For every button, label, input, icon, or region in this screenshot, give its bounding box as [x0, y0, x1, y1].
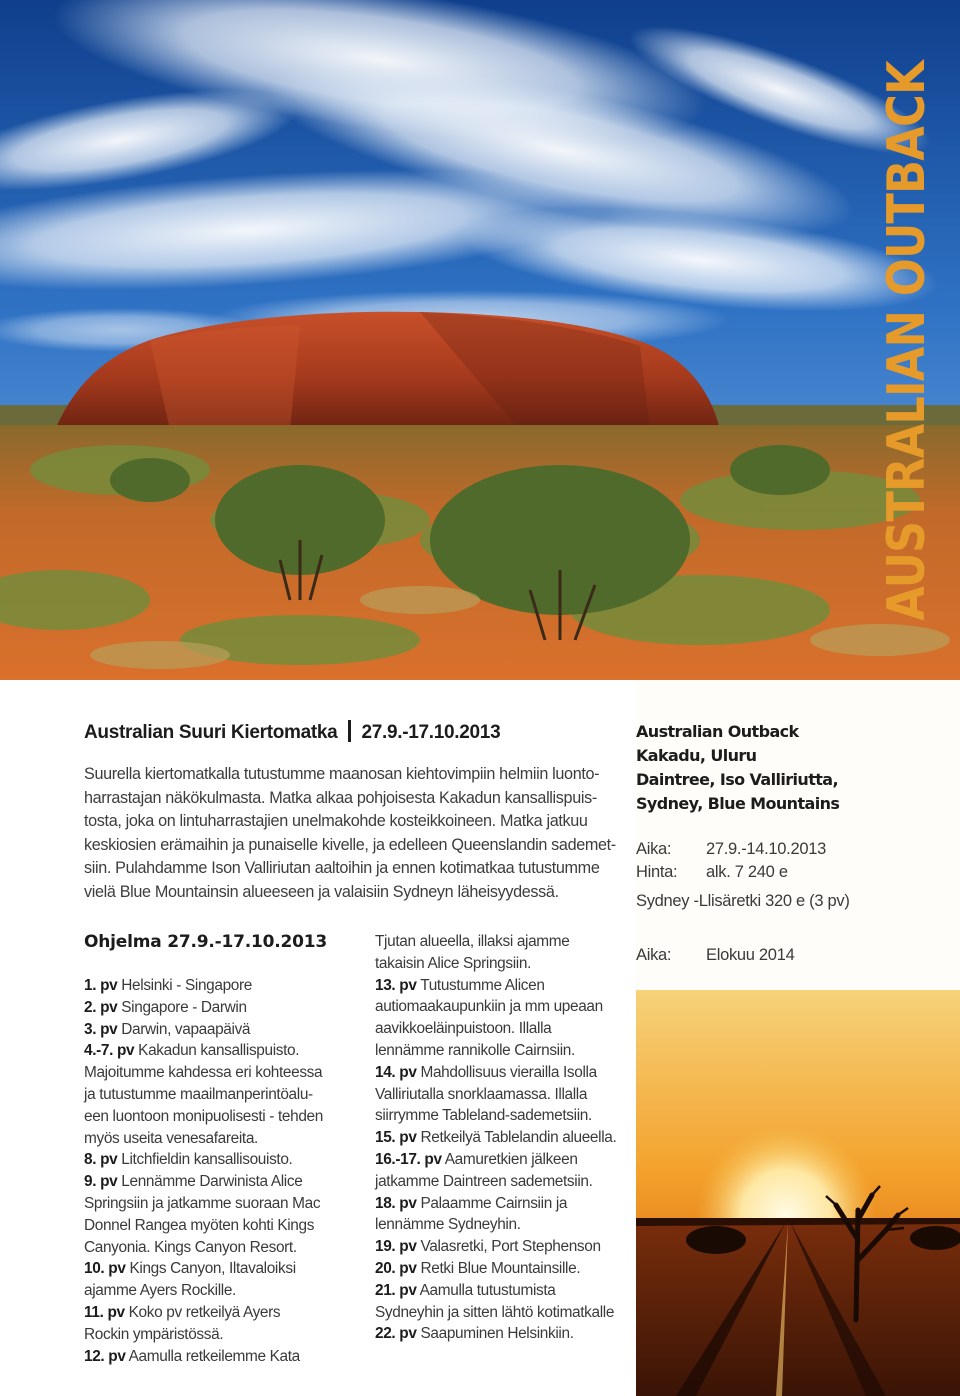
- info-title-line: Sydney, Blue Mountains: [636, 794, 840, 813]
- program-text: Mahdollisuus vierailla Isolla: [416, 1063, 597, 1081]
- program-text-line: [84, 1106, 359, 1128]
- program-text: Darwin, vapaapäivä: [117, 1020, 251, 1038]
- day-number: 15.: [375, 1129, 396, 1147]
- day-number: 2.: [84, 998, 97, 1016]
- price-label: Hinta:: [636, 863, 678, 881]
- program-text: Lennämme Darwinista Alice: [117, 1173, 303, 1191]
- program-text: autiomaakaupunkiin ja mm upeaan: [375, 998, 603, 1016]
- program-text: Retkeilyä Tablelandin alueella.: [416, 1129, 617, 1147]
- program-text: Canyonia. Kings Canyon Resort.: [84, 1238, 297, 1256]
- info-extra-tour: Sydney -Llisäretki 320 e (3 pv): [636, 892, 850, 910]
- program-text-line: [84, 1237, 359, 1259]
- program-day-item: [84, 1346, 359, 1368]
- program-text: Tutustumme Alicen: [416, 976, 545, 994]
- intro-line: vielä Blue Mountainsin alueeseen ja valaisiin Sydneyn läheisyydessä.: [84, 882, 559, 901]
- info-title-line: Daintree, Iso Valliriutta,: [636, 770, 838, 789]
- program-day-item: [84, 975, 359, 997]
- program-day-item: [375, 1193, 633, 1215]
- day-abbrev: pv: [399, 976, 417, 994]
- dates-value: 27.9.-14.10.2013: [706, 840, 826, 858]
- day-abbrev: pv: [399, 1238, 417, 1256]
- info-dates-row: [636, 840, 826, 859]
- program-text: siirrymme Tableland-sademetsiin.: [375, 1107, 592, 1125]
- program-text: Saapuminen Helsinkiin.: [416, 1325, 574, 1343]
- uluru-photo: [0, 0, 960, 680]
- program-text: myös useita venesafareita.: [84, 1129, 258, 1147]
- day-number: 20.: [375, 1259, 396, 1277]
- program-day-item: [375, 1236, 633, 1258]
- day-number: 11.: [84, 1303, 104, 1321]
- program-text: Rockin ympäristössä.: [84, 1325, 224, 1343]
- day-abbrev: pv: [108, 1347, 126, 1365]
- dates-label: Aika:: [636, 840, 672, 858]
- program-heading: Ohjelma 27.9.-17.10.2013: [84, 932, 328, 952]
- program-text-line: [84, 1084, 359, 1106]
- day-number: 14.: [375, 1063, 396, 1081]
- day-abbrev: pv: [107, 1303, 125, 1321]
- day-abbrev: pv: [100, 1020, 118, 1038]
- day-abbrev: pv: [399, 1259, 417, 1277]
- program-text: lennämme rannikolle Cairnsiin.: [375, 1041, 575, 1059]
- day-number: 12.: [84, 1347, 105, 1365]
- day-abbrev: pv: [399, 1325, 417, 1343]
- program-day-item: [84, 997, 359, 1019]
- intro-line: harrastajan näkökulmasta. Matka alkaa pohjoisesta Kakadun kansallispuis-: [84, 788, 597, 807]
- program-day-item: [375, 975, 633, 997]
- program-day-item: [84, 1171, 359, 1193]
- program-text-line: [375, 1018, 633, 1040]
- program-day-item: [375, 1062, 633, 1084]
- program-text: Singapore - Darwin: [117, 998, 247, 1016]
- day-number: 3.: [84, 1020, 97, 1038]
- day-number: 16.-17.: [375, 1150, 421, 1168]
- program-day-item: [84, 1258, 359, 1280]
- day-abbrev: pv: [100, 977, 118, 994]
- day-number: 4.-7.: [84, 1042, 114, 1060]
- program-text: Retki Blue Mountainsille.: [416, 1259, 581, 1277]
- day-number: 22.: [375, 1325, 396, 1343]
- intro-paragraph: [84, 763, 629, 905]
- program-day-item: [84, 1302, 359, 1324]
- program-text: Sydneyhin ja sitten lähtö kotimatkalle: [375, 1303, 615, 1321]
- program-day-item: [375, 1149, 633, 1171]
- program-day-item: [375, 1323, 633, 1345]
- program-text: Litchfieldin kansallisouisto.: [117, 1151, 293, 1169]
- program-text-line: [375, 1171, 633, 1193]
- day-number: 10.: [84, 1260, 105, 1278]
- price-value: alk. 7 240 e: [706, 863, 788, 881]
- program-text: Valliriutalla snorklaamassa. Illalla: [375, 1085, 588, 1103]
- program-text: jatkamme Daintreen sademetsiin.: [375, 1172, 593, 1190]
- program-text: Aamulla tutustumista: [416, 1281, 556, 1299]
- vertical-title-text: AUSTRALIAN OUTBACK: [877, 61, 937, 621]
- program-text-line: [84, 1215, 359, 1237]
- day-abbrev: pv: [399, 1129, 417, 1147]
- program-day-item: [375, 1127, 633, 1149]
- program-text-line: [84, 1128, 359, 1150]
- program-text: aavikkoeläinpuistoon. Illalla: [375, 1020, 552, 1038]
- intro-line: Suurella kiertomatkalla tutustumme maanosan kiehtovimpiin helmiin luonto-: [84, 765, 600, 783]
- tour-heading: [84, 720, 500, 744]
- day-abbrev: pv: [116, 1042, 135, 1060]
- info-title: [636, 720, 956, 816]
- day-number: 13.: [375, 976, 396, 994]
- day-number: 18.: [375, 1194, 396, 1212]
- program-text-line: [84, 1193, 359, 1215]
- day-abbrev: pv: [108, 1260, 126, 1278]
- program-text: Valasretki, Port Stephenson: [416, 1238, 601, 1256]
- program-text-line: [375, 996, 633, 1018]
- info-price-row: [636, 863, 788, 882]
- program-text: een luontoon monipuolisesti - tehden: [84, 1107, 323, 1125]
- program-text: Palaamme Cairnsiin ja: [416, 1194, 568, 1212]
- program-text-line: [84, 1062, 359, 1084]
- program-text-line: [375, 931, 633, 953]
- program-day-item: [84, 1019, 359, 1041]
- program-day-item: [84, 1040, 359, 1062]
- intro-line: tosta, joka on lintuharrastajien unelmakohde kosteikkoineen. Matka jatkuu: [84, 812, 588, 831]
- program-text-line: [375, 1040, 633, 1062]
- program-text-line: [375, 1214, 633, 1236]
- program-text: Helsinki - Singapore: [117, 977, 252, 994]
- day-number: 21.: [375, 1281, 396, 1299]
- program-text-line: [375, 1084, 633, 1106]
- program-text-line: [375, 1302, 633, 1324]
- info-title-line: Australian Outback: [636, 722, 799, 741]
- program-text: Aamuretkien jälkeen: [441, 1150, 578, 1168]
- sunset-photo: [636, 990, 960, 1396]
- info-next-date-row: [636, 946, 794, 965]
- day-number: 1.: [84, 977, 97, 994]
- program-day-item: [375, 1258, 633, 1280]
- program-text-line: [84, 1324, 359, 1346]
- day-abbrev: pv: [399, 1063, 417, 1081]
- day-abbrev: pv: [399, 1281, 417, 1299]
- program-text: ajamme Ayers Rockille.: [84, 1282, 236, 1300]
- program-day-item: [375, 1280, 633, 1302]
- day-abbrev: pv: [100, 998, 118, 1016]
- day-abbrev: pv: [424, 1150, 442, 1168]
- next-date-label: Aika:: [636, 946, 672, 964]
- day-abbrev: pv: [100, 1151, 118, 1169]
- program-text: Donnel Rangea myöten kohti Kings: [84, 1216, 315, 1234]
- program-day-item: [84, 1149, 359, 1171]
- program-text: ja tutustumme maailmanperintöalu-: [84, 1085, 313, 1103]
- day-abbrev: pv: [100, 1173, 118, 1191]
- day-abbrev: pv: [399, 1194, 417, 1212]
- program-text: Koko pv retkeilyä Ayers: [124, 1303, 281, 1321]
- program-text-line: [84, 1280, 359, 1302]
- program-text: lennämme Sydneyhin.: [375, 1216, 521, 1234]
- program-text: Kakadun kansallispuisto.: [134, 1042, 300, 1060]
- program-column-1: [84, 975, 359, 1367]
- intro-line: siin. Pulahdamme Ison Valliriutan aaltoihin ja ennen kotimatkaa tutustumme: [84, 859, 600, 878]
- program-text-line: [375, 1105, 633, 1127]
- intro-line: keskiosien erämaihin ja punaiselle kivelle, ja edelleen Queenslandin sademet-: [84, 835, 616, 854]
- day-number: 19.: [375, 1238, 396, 1256]
- program-text: Aamulla retkeilemme Kata: [125, 1347, 300, 1365]
- heading-separator: [348, 720, 351, 742]
- program-text: Majoitumme kahdessa eri kohteessa: [84, 1064, 323, 1082]
- day-number: 8.: [84, 1151, 97, 1169]
- program-text-line: [375, 953, 633, 975]
- outback-sunset-photo: [636, 990, 960, 1396]
- next-date-value: Elokuu 2014: [706, 946, 795, 964]
- program-column-2: [375, 931, 633, 1345]
- info-title-line: Kakadu, Uluru: [636, 746, 757, 765]
- program-text: takaisin Alice Springsiin.: [375, 954, 532, 972]
- program-text: Kings Canyon, Iltavaloiksi: [125, 1260, 296, 1278]
- hero-photo: [0, 0, 960, 680]
- tour-name: Australian Suuri Kiertomatka: [84, 722, 338, 743]
- program-text: Springsiin ja jatkamme suoraan Mac: [84, 1194, 321, 1212]
- program-text: Tjutan alueella, illaksi ajamme: [375, 933, 570, 950]
- tour-dates: 27.9.-17.10.2013: [361, 722, 501, 743]
- day-number: 9.: [84, 1173, 97, 1191]
